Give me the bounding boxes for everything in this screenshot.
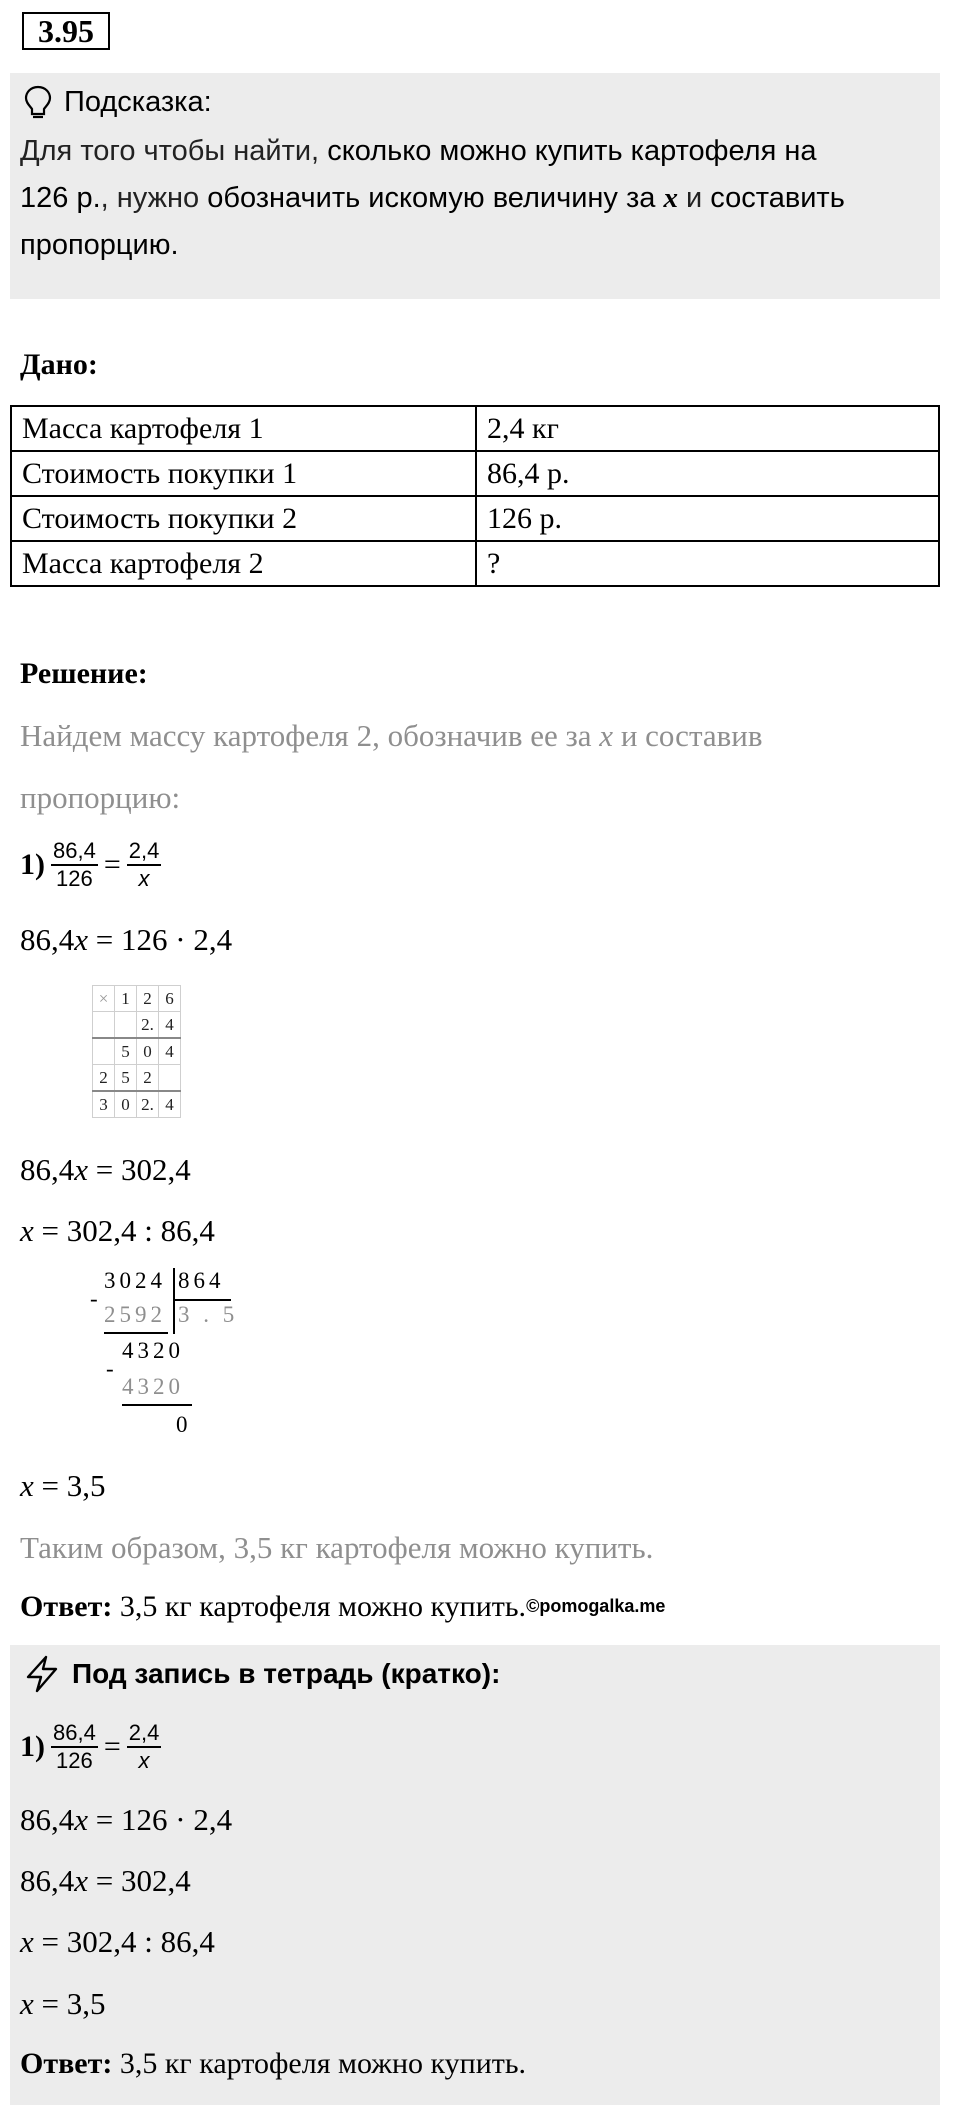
conclusion: Таким образом, 3,5 кг картофеля можно купить. <box>20 1530 654 1565</box>
lightbulb-icon <box>22 84 54 120</box>
mult-cell: × <box>93 986 115 1012</box>
fraction-denominator: 126 <box>56 866 93 891</box>
step-label: 1) <box>20 1730 45 1763</box>
hint-text-part: , нужно <box>100 182 208 214</box>
hint-title-text: Подсказка: <box>64 85 212 118</box>
variable-x: x <box>74 922 89 957</box>
solution-heading: Решение: <box>20 657 148 690</box>
multiplication-table <box>92 985 181 1118</box>
fraction-left <box>51 1720 98 1774</box>
hint-text <box>20 128 930 269</box>
equation-4: x = 3,5 <box>20 1468 106 1503</box>
given-value: 2,4 кг <box>476 406 939 451</box>
given-label: Масса картофеля 1 <box>11 406 476 451</box>
variable-x: x <box>20 1924 34 1959</box>
answer-text: 3,5 кг картофеля можно купить. <box>112 2047 527 2080</box>
mult-cell <box>115 1012 137 1039</box>
mult-cell: 2 <box>93 1065 115 1092</box>
hint-text-emphasis: обозначить искомую величину за <box>207 182 664 214</box>
variable-x: x <box>663 182 678 214</box>
given-table <box>10 405 940 587</box>
mult-cell: 0 <box>115 1091 137 1118</box>
solution-intro <box>20 718 763 754</box>
hint-title <box>22 84 212 120</box>
notebook-proportion <box>20 1720 161 1774</box>
notebook-title <box>22 1654 500 1694</box>
mult-cell: 4 <box>159 1091 181 1118</box>
given-value: ? <box>476 541 939 586</box>
table-row <box>11 451 939 496</box>
fraction-right <box>127 838 162 892</box>
notebook-equation-4: x = 3,5 <box>20 1986 106 2021</box>
mult-cell: 3 <box>93 1091 115 1118</box>
mult-cell: 4 <box>159 1012 181 1039</box>
divisor: 864 <box>178 1268 225 1293</box>
mult-cell: 2. <box>137 1012 159 1039</box>
mult-cell: 4 <box>159 1038 181 1065</box>
minus-sign: - <box>90 1286 102 1311</box>
quotient: 3 . 5 <box>178 1302 239 1327</box>
mult-cell <box>93 1038 115 1065</box>
table-row <box>93 1038 181 1065</box>
variable-x: x <box>20 1213 34 1248</box>
hint-text-part: . <box>170 229 179 261</box>
fraction-denominator: x <box>138 1748 150 1773</box>
variable-x: x <box>74 1152 89 1187</box>
subtrahend: 4320 <box>122 1374 184 1399</box>
mult-cell: 6 <box>159 986 181 1012</box>
table-row <box>11 541 939 586</box>
equals-sign: = <box>103 1730 121 1763</box>
minus-sign: - <box>106 1356 118 1381</box>
notebook-answer <box>20 2047 526 2081</box>
answer-label: Ответ: <box>20 1590 113 1623</box>
lightning-icon <box>22 1654 62 1694</box>
fraction-right <box>127 1720 162 1774</box>
given-value: 86,4 р. <box>476 451 939 496</box>
table-row <box>93 1091 181 1118</box>
table-row <box>93 986 181 1012</box>
fraction-numerator: 86,4 <box>51 838 98 866</box>
equation-1: 86,4x = 126 · 2,4 <box>20 922 233 957</box>
variable-x: x <box>74 1863 89 1898</box>
remainder: 0 <box>176 1412 192 1437</box>
notebook-equation-1: 86,4x = 126 · 2,4 <box>20 1802 233 1837</box>
fraction-denominator: 126 <box>56 1748 93 1773</box>
given-label: Стоимость покупки 1 <box>11 451 476 496</box>
answer-label: Ответ: <box>20 2047 113 2080</box>
division-line <box>104 1332 168 1334</box>
division-bar <box>173 1299 231 1301</box>
given-heading: Дано: <box>20 348 98 381</box>
mult-cell <box>159 1065 181 1092</box>
table-row <box>11 406 939 451</box>
variable-x: x <box>74 1802 89 1837</box>
mult-cell: 2 <box>137 986 159 1012</box>
notebook-title-text: Под запись в тетрадь (кратко): <box>72 1658 501 1689</box>
division-line <box>122 1404 192 1406</box>
variable-x: x <box>20 1986 34 2021</box>
division-bar <box>173 1268 175 1334</box>
hint-text-emphasis: пропорцию <box>20 229 171 261</box>
variable-x: x <box>599 718 614 753</box>
fraction-left <box>51 838 98 892</box>
fraction-numerator: 2,4 <box>127 1720 162 1748</box>
given-label: Масса картофеля 2 <box>11 541 476 586</box>
solution-intro-text: и составив <box>613 718 763 753</box>
fraction-denominator: x <box>138 866 150 891</box>
mult-cell: 2 <box>137 1065 159 1092</box>
hint-text-part: и <box>677 182 711 214</box>
table-row <box>11 496 939 541</box>
hint-text-emphasis: составить <box>710 182 845 214</box>
hint-text-emphasis: 126 р. <box>20 182 101 214</box>
answer <box>20 1590 665 1624</box>
solution-intro-text: Найдем массу картофеля 2, обозначив ее за <box>20 718 600 753</box>
equals-sign: = <box>103 848 121 881</box>
notebook-equation-3: x = 302,4 : 86,4 <box>20 1924 215 1959</box>
proportion <box>20 838 161 892</box>
answer-text: 3,5 кг картофеля можно купить. <box>112 1590 527 1623</box>
variable-x: x <box>20 1468 34 1503</box>
mult-cell: 5 <box>115 1038 137 1065</box>
dividend: 3024 <box>104 1268 166 1293</box>
step-label: 1) <box>20 848 45 881</box>
equation-2: 86,4x = 302,4 <box>20 1152 191 1187</box>
fraction-numerator: 2,4 <box>127 838 162 866</box>
subtrahend: 2592 <box>104 1302 166 1327</box>
problem-number-badge: 3.95 <box>22 12 110 50</box>
fraction-numerator: 86,4 <box>51 1720 98 1748</box>
mult-cell <box>93 1012 115 1039</box>
notebook-equation-2: 86,4x = 302,4 <box>20 1863 191 1898</box>
remainder: 4320 <box>122 1338 184 1363</box>
hint-text-part: Для того чтобы найти, <box>20 135 328 167</box>
watermark: ©pomogalka.me <box>526 1596 666 1616</box>
given-label: Стоимость покупки 2 <box>11 496 476 541</box>
mult-cell: 0 <box>137 1038 159 1065</box>
mult-cell: 5 <box>115 1065 137 1092</box>
solution-intro-line2: пропорцию: <box>20 780 181 815</box>
given-value: 126 р. <box>476 496 939 541</box>
mult-cell: 2. <box>137 1091 159 1118</box>
hint-text-emphasis: сколько можно купить картофеля на <box>327 135 817 167</box>
table-row <box>93 1012 181 1039</box>
equation-3: x = 302,4 : 86,4 <box>20 1213 215 1248</box>
table-row <box>93 1065 181 1092</box>
mult-cell: 1 <box>115 986 137 1012</box>
